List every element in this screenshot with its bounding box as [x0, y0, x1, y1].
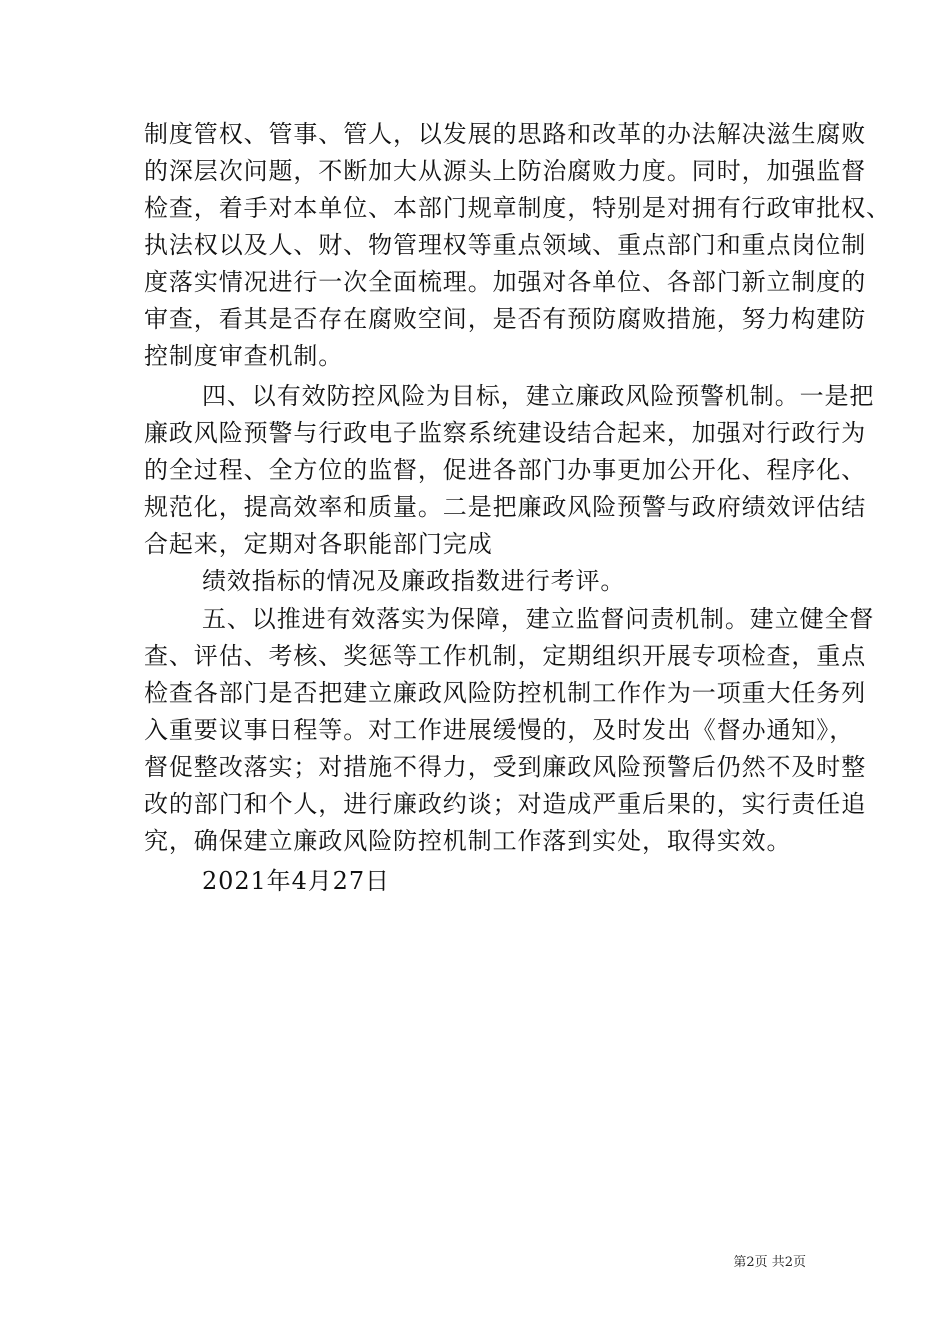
body-text-line: 规范化，提高效率和质量。二是把廉政风险预警与政府绩效评估结 [144, 493, 867, 521]
body-text-line: 绩效指标的情况及廉政指数进行考评。 [202, 567, 626, 595]
document-date: 2021年4月27日 [202, 867, 390, 895]
paragraph-five-start: 五、以推进有效落实为保障，建立监督问责机制。建立健全督 [202, 605, 875, 633]
body-text-line: 度落实情况进行一次全面梳理。加强对各单位、各部门新立制度的 [144, 268, 867, 296]
body-text-line: 制度管权、管事、管人，以发展的思路和改革的办法解决滋生腐败 [144, 120, 867, 148]
body-text-line: 廉政风险预警与行政电子监察系统建设结合起来，加强对行政行为 [144, 419, 867, 447]
body-text-line: 究，确保建立廉政风险防控机制工作落到实处，取得实效。 [144, 827, 792, 855]
body-text-line: 合起来，定期对各职能部门完成 [144, 530, 493, 558]
paragraph-four-start: 四、以有效防控风险为目标，建立廉政风险预警机制。一是把 [202, 382, 875, 410]
body-text-line: 的深层次问题，不断加大从源头上防治腐败力度。同时，加强监督 [144, 157, 867, 185]
body-text-line: 审查，看其是否存在腐败空间，是否有预防腐败措施，努力构建防 [144, 305, 867, 333]
body-text-line: 检查，着手对本单位、本部门规章制度，特别是对拥有行政审批权、 [144, 194, 891, 222]
body-text-line: 控制度审查机制。 [144, 342, 344, 370]
body-text-line: 查、评估、考核、奖惩等工作机制，定期组织开展专项检查，重点 [144, 642, 867, 670]
body-text-line: 督促整改落实；对措施不得力，受到廉政风险预警后仍然不及时整 [144, 753, 867, 781]
body-text-line: 入重要议事日程等。对工作进展缓慢的，及时发出《督办通知》， [144, 716, 855, 744]
body-text-line: 检查各部门是否把建立廉政风险防控机制工作作为一项重大任务列 [144, 679, 867, 707]
page-number-footer: 第2页 共2页 [733, 1255, 806, 1270]
body-text-line: 执法权以及人、财、物管理权等重点领域、重点部门和重点岗位制 [144, 231, 867, 259]
body-text-line: 改的部门和个人，进行廉政约谈；对造成严重后果的，实行责任追 [144, 790, 867, 818]
body-text-line: 的全过程、全方位的监督，促进各部门办事更加公开化、程序化、 [144, 456, 867, 484]
